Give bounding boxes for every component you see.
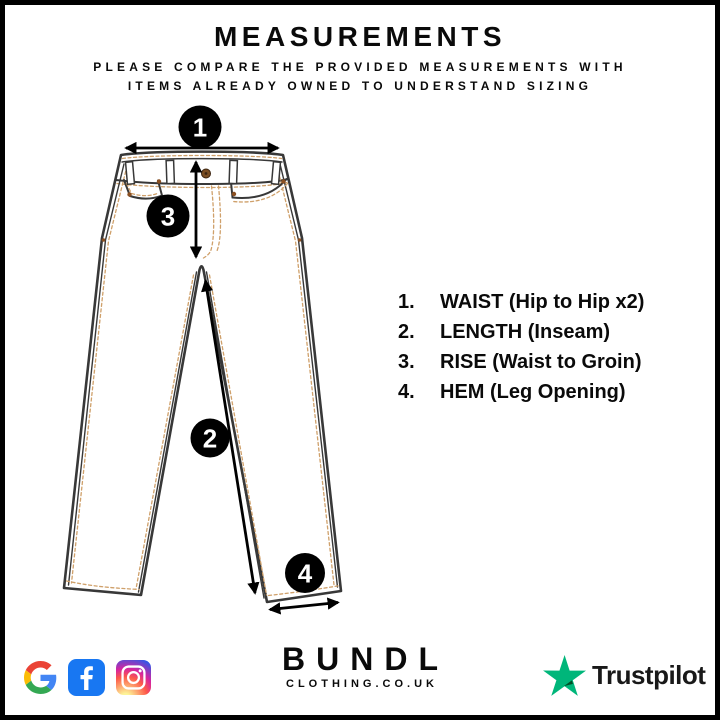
legend-item-waist [398,287,644,317]
legend-label: LENGTH (Inseam) [440,320,611,343]
marker-2-length [191,419,230,458]
legend-label: HEM (Leg Opening) [440,380,626,403]
trustpilot-logo [543,655,705,696]
svg-text:3: 3 [160,201,176,232]
marker-3-rise [147,195,190,238]
svg-text:4: 4 [297,558,313,589]
measurement-legend [398,287,644,407]
trustpilot-label: Trustpilot [592,660,706,690]
svg-text:2: 2 [202,423,218,454]
subtitle-line-1: PLEASE COMPARE THE PROVIDED MEASUREMENTS WITH [93,60,627,74]
trustpilot-star-icon [543,655,586,696]
page-title: MEASUREMENTS [213,21,506,52]
legend-label: RISE (Waist to Groin) [440,350,642,373]
marker-1-waist [179,106,222,149]
legend-item-rise [398,347,644,377]
marker-4-hem [285,553,325,593]
legend-number: 3. [398,350,415,373]
brand-name: BUNDL [282,641,449,677]
legend-number: 2. [398,320,415,343]
jeans-illustration [64,152,341,602]
svg-text:1: 1 [192,112,208,143]
legend-number: 1. [398,290,415,313]
legend-label: WAIST (Hip to Hip x2) [440,290,645,313]
hem-arrow [270,603,338,610]
legend-item-length [398,317,644,347]
legend-item-hem [398,377,644,407]
legend-number: 4. [398,380,415,403]
subtitle-line-2: ITEMS ALREADY OWNED TO UNDERSTAND SIZING [127,79,593,93]
brand-tagline: CLOTHING.CO.UK [286,678,438,690]
